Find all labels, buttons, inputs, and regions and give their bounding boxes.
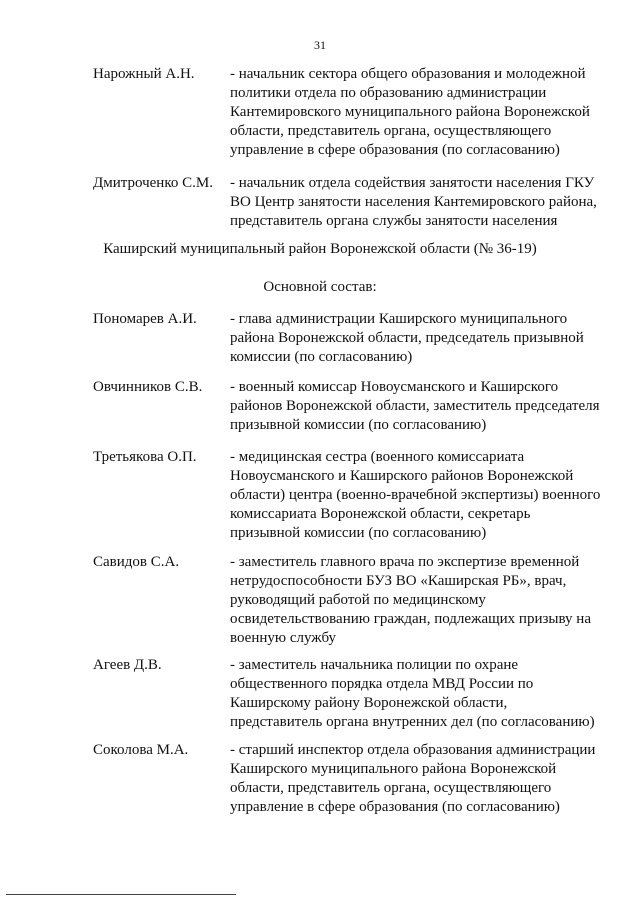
section-heading: Основной состав: [263,279,377,295]
member-name: Пономарев А.И. [93,311,197,327]
member-name: Агеев Д.В. [93,657,162,673]
member-name: Третьякова О.П. [93,449,197,465]
member-name: Дмитроченко С.М. [93,175,213,191]
member-name: Соколова М.А. [93,742,189,758]
member-name: Нарожный А.Н. [93,66,195,82]
footer-divider [6,894,236,895]
member-description: - заместитель начальника полиции по охране общественного порядка отдела МВД России по Каширскому району Воронежской области, представитель органа внутренних дел (по согласованию) [230,657,595,730]
member-name: Овчинников С.В. [93,379,203,395]
member-description: - медицинская сестра (военного комиссариата Новоусманского и Каширского районов Воронежской области) центра (военно-врачебной экспертизы) военного комиссариата Воронежской области, секретарь призывной комиссии (по согласованию) [230,449,601,541]
page-number: 31 [314,38,326,52]
district-heading: Каширский муниципальный район Воронежской области (№ 36-19) [103,241,537,257]
member-description: - старший инспектор отдела образования администрации Каширского муниципального района Воронежской области, представитель органа, осуществляющего управление в сфере образования (по согласованию) [230,742,596,815]
member-description: - военный комиссар Новоусманского и Каширского районов Воронежской области, заместитель председателя призывной комиссии (по согласованию) [230,379,600,433]
member-name: Савидов С.А. [93,554,180,570]
member-description: - начальник отдела содействия занятости населения ГКУ ВО Центр занятости населения Кантемировского района, представитель органа службы занятости населения [230,175,597,229]
member-description: - начальник сектора общего образования и молодежной политики отдела по образованию администрации Кантемировского муниципального района Воронежской области, представитель органа, осуществляющего управление в сфере образования (по согласованию) [230,66,590,158]
member-description: - заместитель главного врача по экспертизе временной нетрудоспособности БУЗ ВО «Каширская РБ», врач, руководящий работой по медицинскому освидетельствованию граждан, подлежащих призыву на военную службу [230,554,591,646]
member-description: - глава администрации Каширского муниципального района Воронежской области, председатель призывной комиссии (по согласованию) [230,311,584,365]
